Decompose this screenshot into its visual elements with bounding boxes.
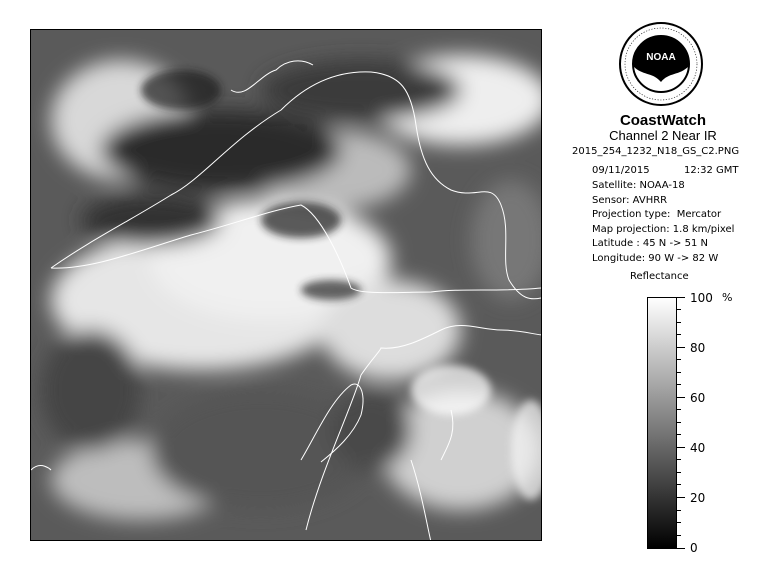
colorbar-minor-tick [677,409,681,410]
longitude-label: Longitude: 90 W -> 82 W [592,253,719,264]
colorbar-minor-tick [677,334,681,335]
colorbar-minor-tick [677,384,681,385]
colorbar-tick-label: 20 [690,491,706,505]
colorbar-minor-tick [677,422,681,423]
colorbar-tick-label: 100 [690,291,713,305]
map-projection-label: Map projection: 1.8 km/pixel [592,224,735,235]
colorbar-title: Reflectance [630,271,689,282]
latitude-label: Latitude : 45 N -> 51 N [592,238,708,249]
colorbar-tick [677,447,685,448]
satellite-label: Satellite: NOAA-18 [592,180,685,191]
logo-text: NOAA [646,52,676,63]
colorbar-minor-tick [677,434,681,435]
colorbar-tick [677,297,685,298]
date-label: 09/11/2015 [592,165,650,176]
colorbar-tick [677,497,685,498]
reflectance-colorbar [647,297,677,549]
colorbar-minor-tick [677,484,681,485]
colorbar-minor-tick [677,309,681,310]
colorbar-minor-tick [677,372,681,373]
colorbar-tick-label: 60 [690,391,706,405]
colorbar-tick-label: 0 [690,541,698,555]
colorbar-tick-label: 40 [690,441,706,455]
colorbar-unit: % [722,291,733,304]
product-title: CoastWatch [619,112,707,129]
filename-label: 2015_254_1232_N18_GS_C2.PNG [572,146,740,157]
colorbar-minor-tick [677,322,681,323]
colorbar-tick-label: 80 [690,341,706,355]
colorbar-tick [677,548,685,549]
colorbar-tick [677,397,685,398]
colorbar-tick [677,347,685,348]
projection-type-label: Projection type: Mercator [592,209,722,220]
colorbar-minor-tick [677,359,681,360]
colorbar-minor-tick [677,510,681,511]
satellite-image [30,29,542,541]
noaa-logo [619,22,703,106]
channel-subtitle: Channel 2 Near IR [609,128,717,143]
colorbar-minor-tick [677,459,681,460]
time-label: 12:32 GMT [684,165,739,176]
colorbar-minor-tick [677,522,681,523]
colorbar-minor-tick [677,535,681,536]
colorbar-minor-tick [677,472,681,473]
sensor-label: Sensor: AVHRR [592,195,668,206]
